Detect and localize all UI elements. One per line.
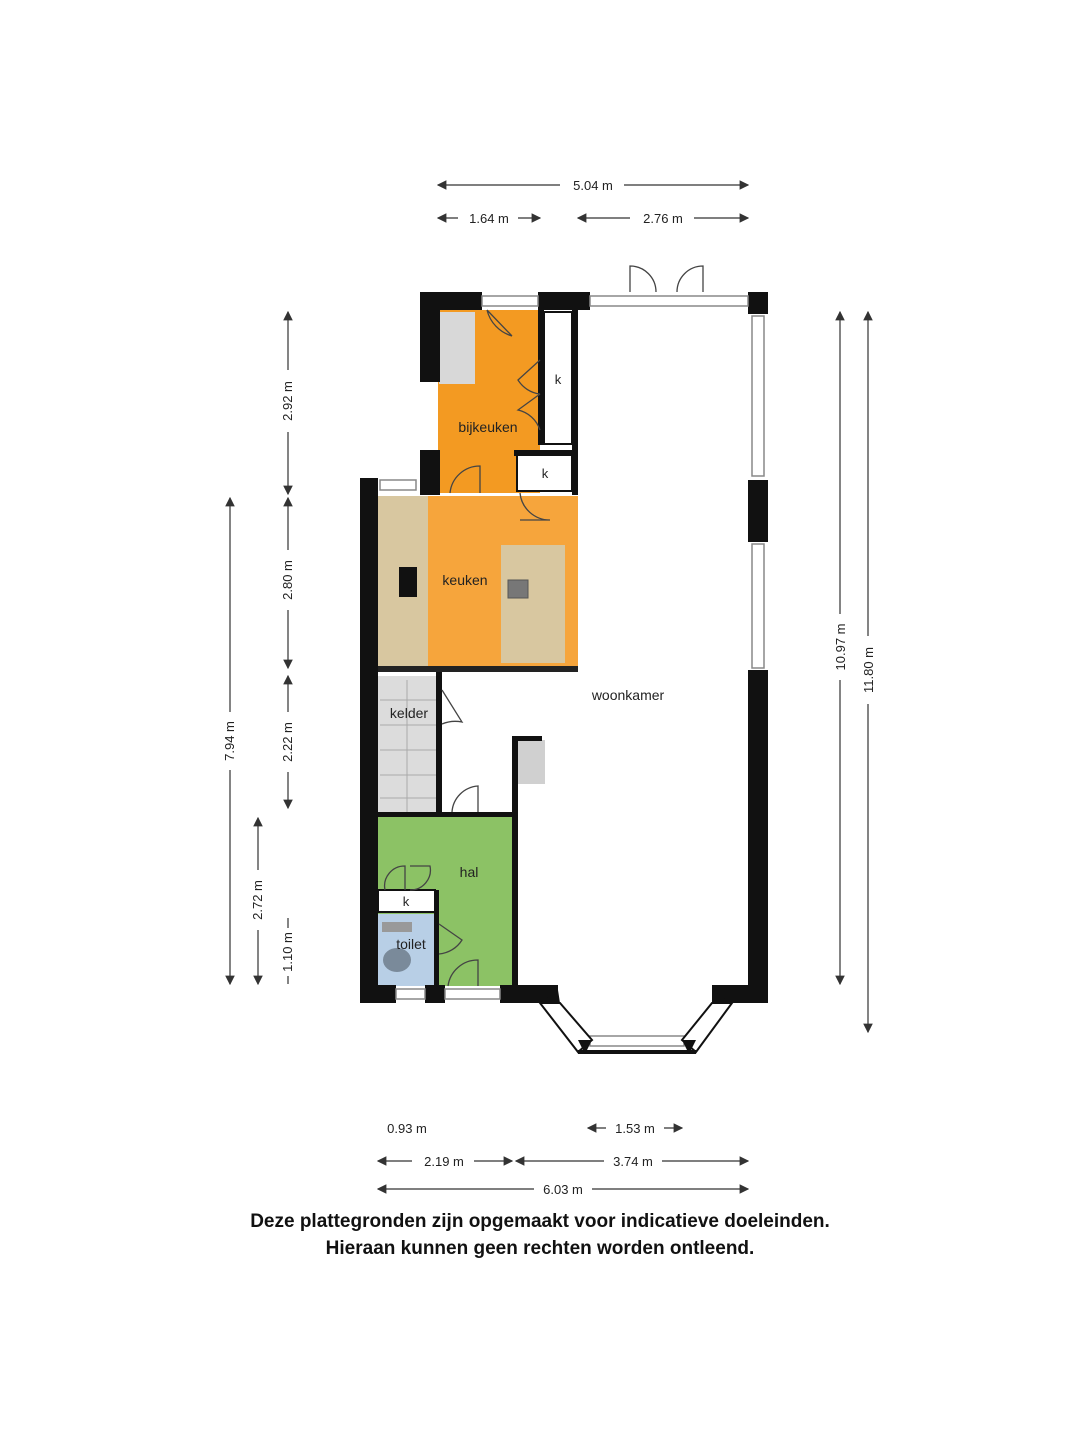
dim-bottom-c: 2.19 m xyxy=(424,1154,464,1169)
disclaimer-line-2: Hieraan kunnen geen rechten worden ontleend. xyxy=(325,1238,755,1259)
chimney xyxy=(518,740,545,784)
dim-left-c: 2.22 m xyxy=(280,722,295,762)
disclaimer-line-1: Deze plattegronden zijn opgemaakt voor indicatieve doeleinden. xyxy=(250,1211,830,1232)
closet-label-k-mid: k xyxy=(541,466,549,481)
dim-top-total: 5.04 m xyxy=(573,178,613,193)
dim-top-right: 2.76 m xyxy=(643,211,683,226)
dim-right-outer: 11.80 m xyxy=(861,646,876,694)
dim-left-mid: 2.72 m xyxy=(250,880,265,920)
disclaimer xyxy=(0,1208,1080,1262)
room-label-bijkeuken: bijkeuken xyxy=(458,419,518,435)
room-label-woonkamer: woonkamer xyxy=(591,687,665,703)
dim-left-d: 1.10 m xyxy=(280,932,295,972)
closet-label-k-top: k xyxy=(554,372,562,387)
room-kelder-stairs xyxy=(378,676,438,814)
room-label-keuken: keuken xyxy=(442,572,488,588)
sink xyxy=(508,580,528,598)
dim-bottom-total: 6.03 m xyxy=(543,1182,583,1197)
dim-right-inner: 10.97 m xyxy=(833,623,848,671)
dim-bottom-d: 3.74 m xyxy=(613,1154,653,1169)
dim-top-left: 1.64 m xyxy=(469,211,509,226)
room-label-hal: hal xyxy=(459,864,479,880)
dim-left-outer: 7.94 m xyxy=(222,721,237,761)
room-label-toilet: toilet xyxy=(396,936,426,952)
cooktop xyxy=(399,567,417,597)
dim-left-b: 2.80 m xyxy=(280,560,295,600)
closet-label-k-hal: k xyxy=(402,894,410,909)
dim-bottom-a: 0.93 m xyxy=(387,1121,427,1136)
dim-left-a: 2.92 m xyxy=(280,381,295,421)
bijkeuken-counter xyxy=(439,312,475,384)
keuken-island xyxy=(501,545,565,663)
dim-bottom-b: 1.53 m xyxy=(615,1121,655,1136)
room-fills xyxy=(378,310,578,986)
room-label-kelder: kelder xyxy=(389,705,429,721)
